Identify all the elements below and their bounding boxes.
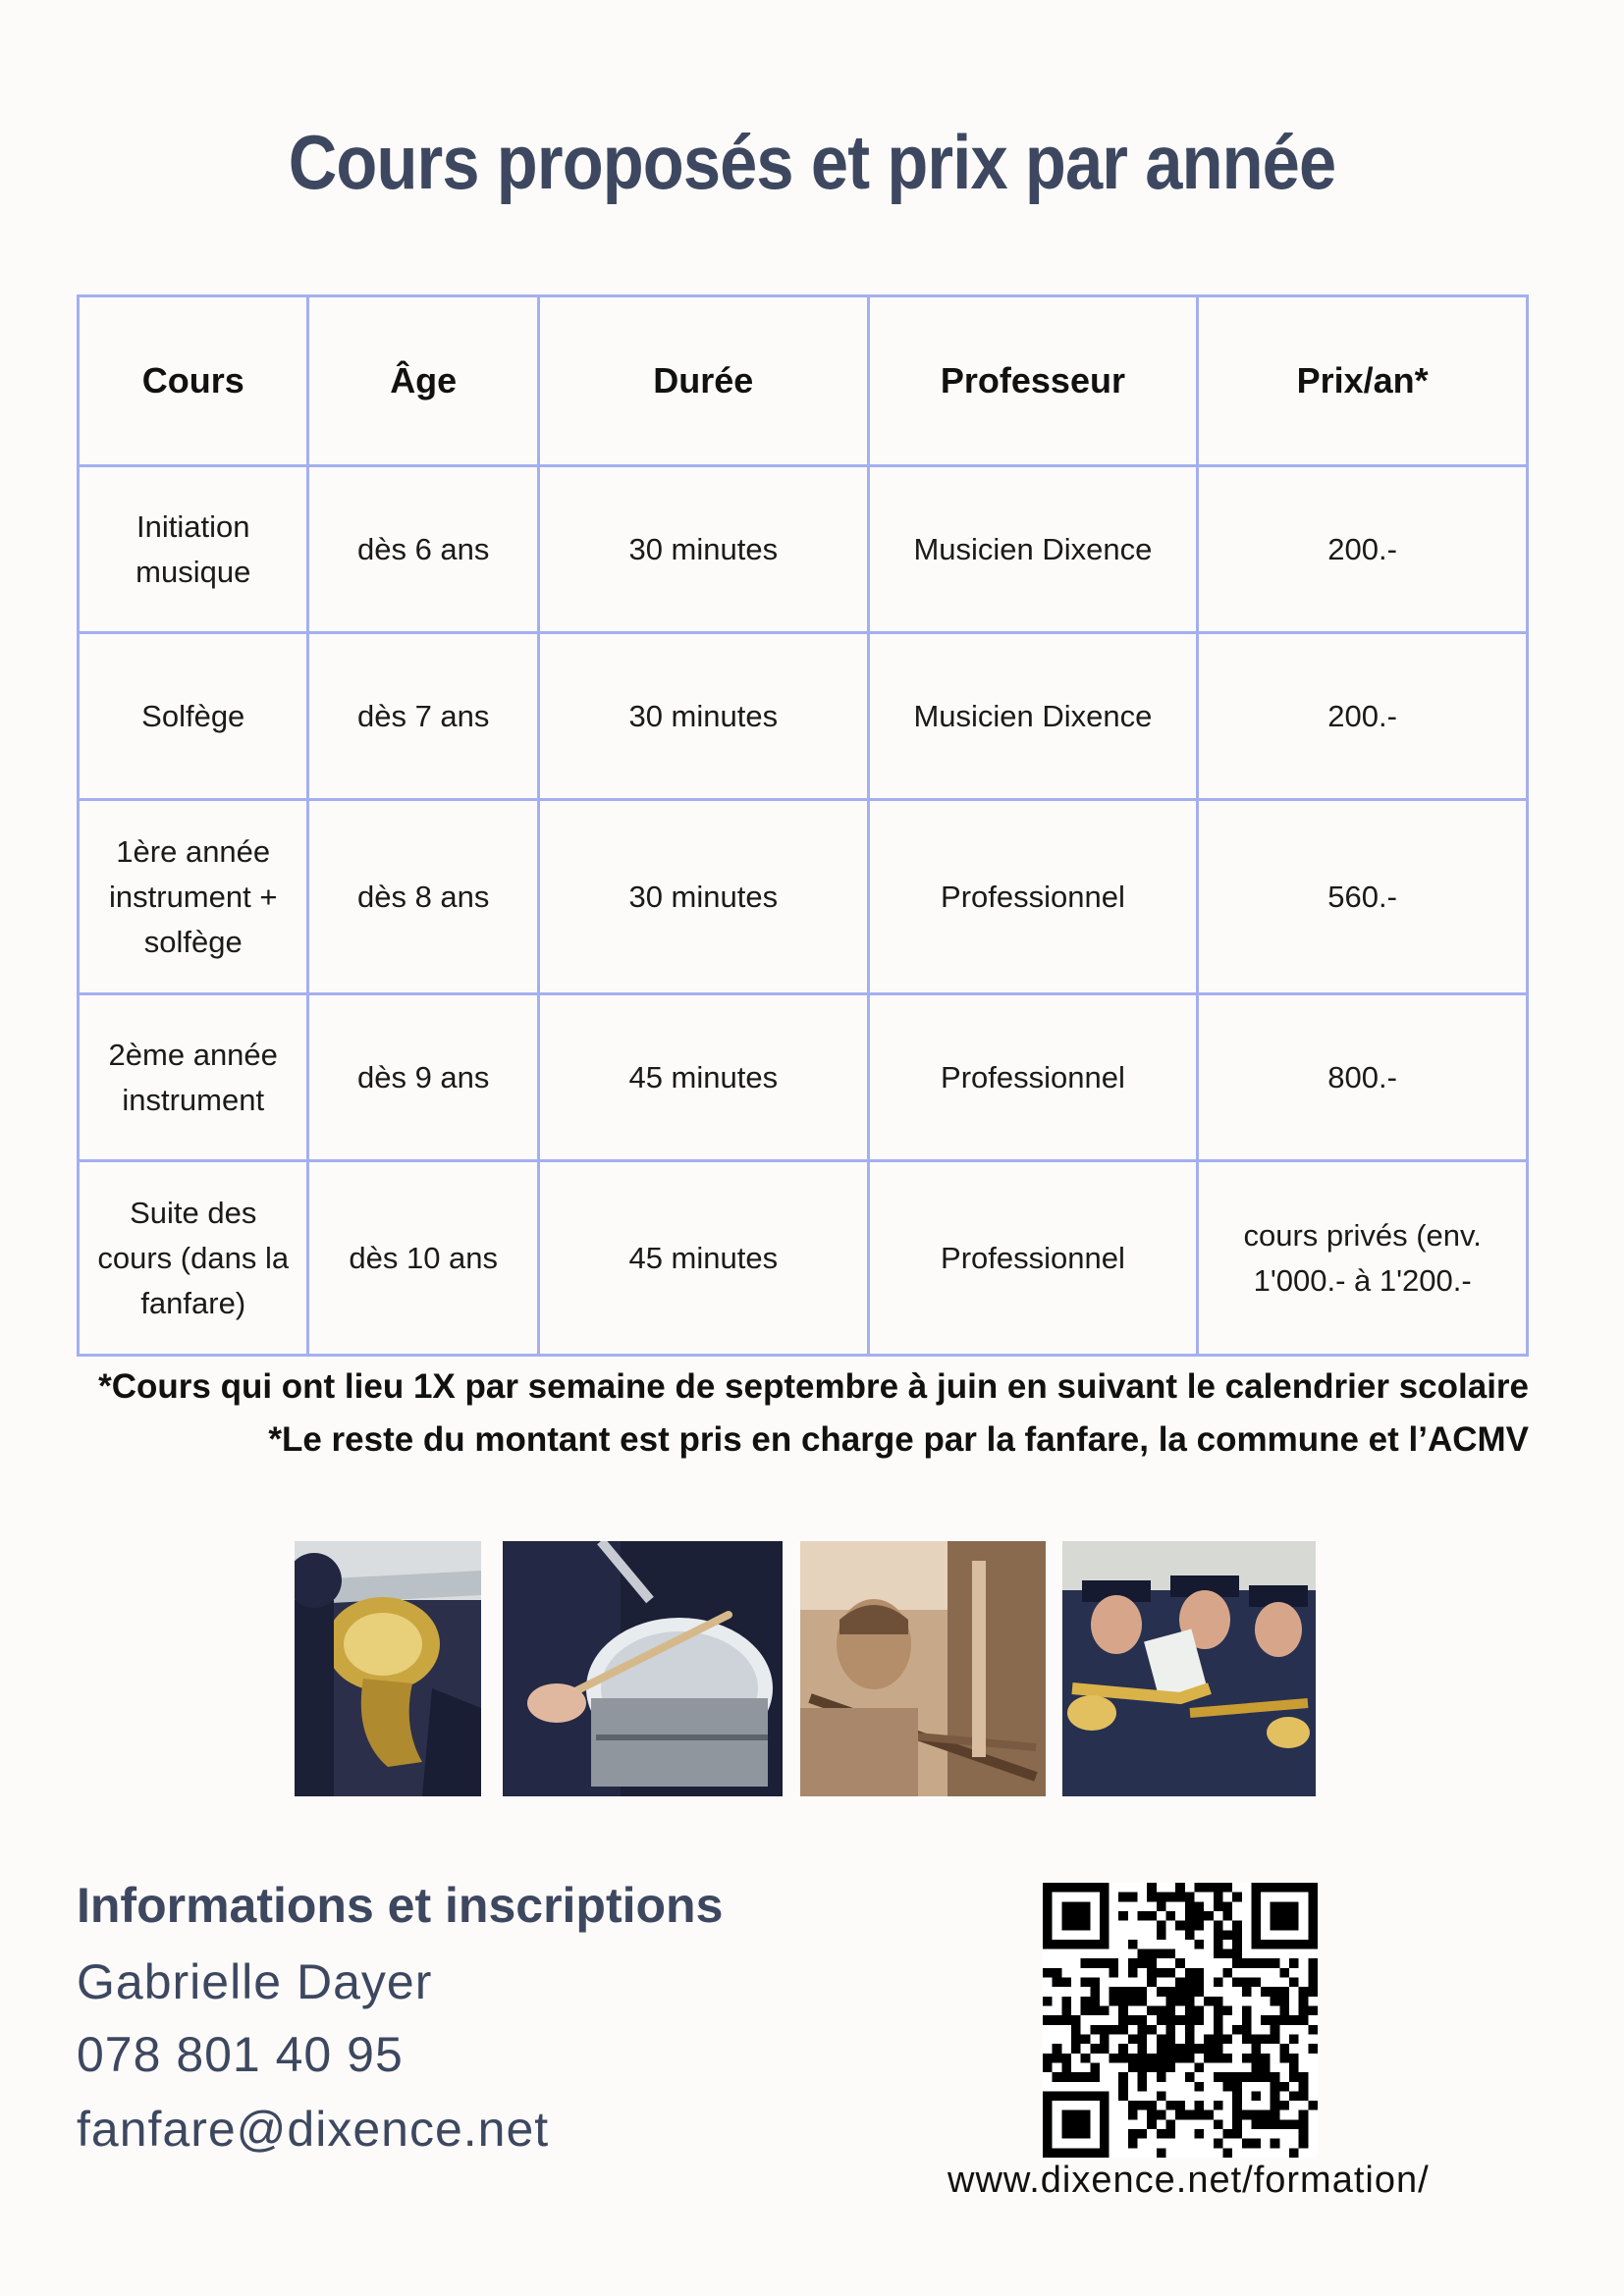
cell-cours: 1ère année instrument + solfège (79, 800, 308, 994)
photo-trombone-player (800, 1541, 1046, 1796)
header-prix: Prix/an* (1198, 296, 1528, 466)
cell-prix: 200.- (1198, 633, 1528, 800)
footnote-schedule: *Cours qui ont lieu 1X par semaine de septembre à juin en suivant le calendrier scolaire (98, 1367, 1529, 1406)
cell-age: dès 7 ans (308, 633, 538, 800)
qr-code-icon[interactable] (1043, 1883, 1318, 2158)
cell-cours: Initiation musique (79, 466, 308, 633)
cell-age: dès 9 ans (308, 994, 538, 1161)
cell-cours: 2ème année instrument (79, 994, 308, 1161)
cell-professeur: Professionnel (868, 800, 1198, 994)
cell-cours: Suite des cours (dans la fanfare) (79, 1161, 308, 1356)
table-row (79, 633, 1528, 800)
cell-professeur: Professionnel (868, 994, 1198, 1161)
header-professeur: Professeur (868, 296, 1198, 466)
cell-age: dès 8 ans (308, 800, 538, 994)
table-row (79, 800, 1528, 994)
table-header-row (79, 296, 1528, 466)
cell-prix: cours privés (env. 1'000.- à 1'200.- (1198, 1161, 1528, 1356)
cell-duree: 45 minutes (538, 994, 868, 1161)
cell-professeur: Professionnel (868, 1161, 1198, 1356)
page-title: Cours proposés et prix par année (288, 119, 1336, 205)
cell-prix: 800.- (1198, 994, 1528, 1161)
cell-duree: 45 minutes (538, 1161, 868, 1356)
header-duree: Durée (538, 296, 868, 466)
table-row (79, 466, 1528, 633)
courses-table (77, 294, 1529, 1357)
website-link[interactable]: www.dixence.net/formation/ (947, 2160, 1430, 2201)
photo-marching-band (1062, 1541, 1316, 1796)
cell-cours: Solfège (79, 633, 308, 800)
cell-professeur: Musicien Dixence (868, 633, 1198, 800)
cell-duree: 30 minutes (538, 633, 868, 800)
cell-prix: 560.- (1198, 800, 1528, 994)
header-cours: Cours (79, 296, 308, 466)
header-age: Âge (308, 296, 538, 466)
contact-email[interactable]: fanfare@dixence.net (77, 2102, 550, 2157)
contact-name: Gabrielle Dayer (77, 1954, 433, 2009)
table-row (79, 994, 1528, 1161)
cell-professeur: Musicien Dixence (868, 466, 1198, 633)
cell-duree: 30 minutes (538, 466, 868, 633)
footnote-funding: *Le reste du montant est pris en charge par la fanfare, la commune et l’ACMV (268, 1420, 1529, 1459)
cell-prix: 200.- (1198, 466, 1528, 633)
cell-age: dès 10 ans (308, 1161, 538, 1356)
photo-drummer (503, 1541, 783, 1796)
table-row (79, 1161, 1528, 1356)
cell-duree: 30 minutes (538, 800, 868, 994)
cell-age: dès 6 ans (308, 466, 538, 633)
photo-tuba-player (295, 1541, 481, 1796)
info-heading: Informations et inscriptions (77, 1878, 724, 1933)
contact-phone[interactable]: 078 801 40 95 (77, 2027, 404, 2082)
